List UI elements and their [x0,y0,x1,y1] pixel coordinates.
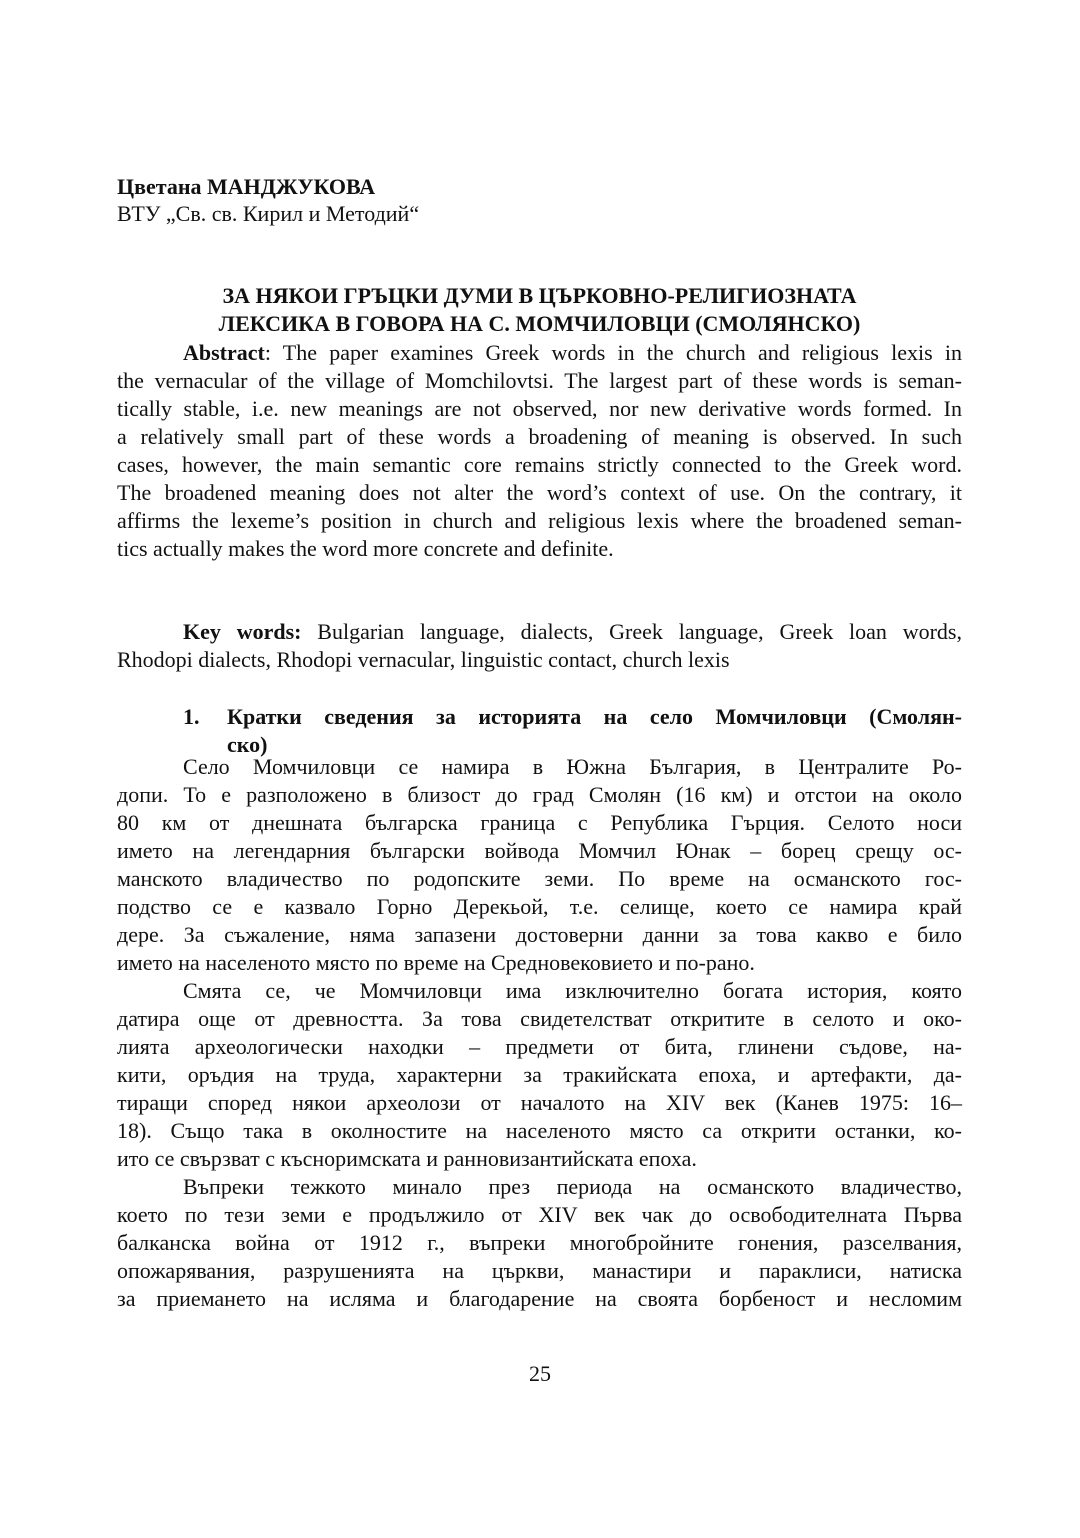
author-name: Цветана МАНДЖУКОВА [117,174,376,199]
body-line: Смята се, че Момчиловци има изключително богата история, която [183,978,962,1003]
abstract-line: affirms the lexeme’s position in church and religious lexis where the broadened seman- [117,508,962,533]
section-heading [183,703,962,759]
body-line: 18). Също така в околностите на населеното място са открити останки, ко- [117,1118,962,1143]
body-line: тиращи според някои археолози от началото на XIV век (Канев 1975: 16– [117,1090,962,1115]
abstract-line: a relatively small part of these words a broadening of meaning is observed. In such [117,424,962,449]
body-line: 80 км от днешната българска граница с Република Гърция. Селото носи [117,810,962,835]
abstract-line: tically stable, i.e. new meanings are not observed, nor new derivative words formed. In [117,396,962,421]
section-heading-line: Кратки сведения за историята на село Момчиловци (Смолян- [227,704,962,729]
section-number: 1. [183,704,200,729]
body-line: допи. То е разположено в близост до град Смолян (16 км) и отстои на около [117,782,962,807]
body-line: кити, оръдия на труда, характерни за тракийската епоха, и артефакти, да- [117,1062,962,1087]
body-line: датира още от древността. За това свидетелстват откритите в селото и око- [117,1006,962,1031]
section-heading-line: ско) [227,732,268,757]
paper-title [117,282,962,338]
body-line: опожарявания, разрушенията на църкви, манастири и параклиси, натиска [117,1258,962,1283]
body-line: балканска война от 1912 г., въпреки многобройните гонения, разселвания, [117,1230,962,1255]
body-line: манското владичество по родопските земи. По време на османското гос- [117,866,962,891]
abstract-line: cases, however, the main semantic core remains strictly connected to the Greek word. [117,452,962,477]
body-line: Село Момчиловци се намира в Южна България, в Централите Ро- [183,754,962,779]
body-line: името на населеното място по време на Средновековието и по-рано. [117,950,755,975]
keywords-label: Key words: [183,619,302,644]
keywords-line: Rhodopi dialects, Rhodopi vernacular, linguistic contact, church lexis [117,647,730,672]
abstract-label: Abstract [183,340,265,365]
body-line: името на легендарния български войвода Момчил Юнак – борец срещу ос- [117,838,962,863]
abstract-line: the vernacular of the village of Momchilovtsi. The largest part of these words is seman- [117,368,962,393]
abstract [117,339,962,563]
keywords [117,618,962,674]
abstract-line: The broadened meaning does not alter the word’s context of use. On the contrary, it [117,480,962,505]
body-line: лията археологически находки – предмети от бита, глинени съдове, на- [117,1034,962,1059]
body-line: което по тези земи е продължило от XIV век чак до освободителната Първа [117,1202,962,1227]
body-text [117,753,962,1313]
abstract-line: : The paper examines Greek words in the church and religious lexis in [264,340,962,365]
body-line: подство се е казвало Горно Дерекьой, т.е. селище, което се намира край [117,894,962,919]
title-line: ЛЕКСИКА В ГОВОРА НА С. МОМЧИЛОВЦИ (СМОЛЯНСКО) [218,311,861,336]
body-line: за приемането на исляма и благодарение на своята борбеност и несломим [117,1286,962,1311]
body-line: дере. За съжаление, няма запазени достоверни данни за това какво е било [117,922,962,947]
title-line: ЗА НЯКОИ ГРЪЦКИ ДУМИ В ЦЪРКОВНО-РЕЛИГИОЗНАТА [222,283,857,308]
abstract-line: tics actually makes the word more concrete and definite. [117,536,614,561]
body-line: Въпреки тежкото минало през периода на османското владичество, [183,1174,962,1199]
keywords-line: Bulgarian language, dialects, Greek language, Greek loan words, [301,619,962,644]
body-line: ито се свързват с късноримската и ранновизантийската епоха. [117,1146,697,1171]
page-number: 25 [529,1361,551,1386]
author-affiliation: ВТУ „Св. св. Кирил и Методий“ [117,201,420,226]
